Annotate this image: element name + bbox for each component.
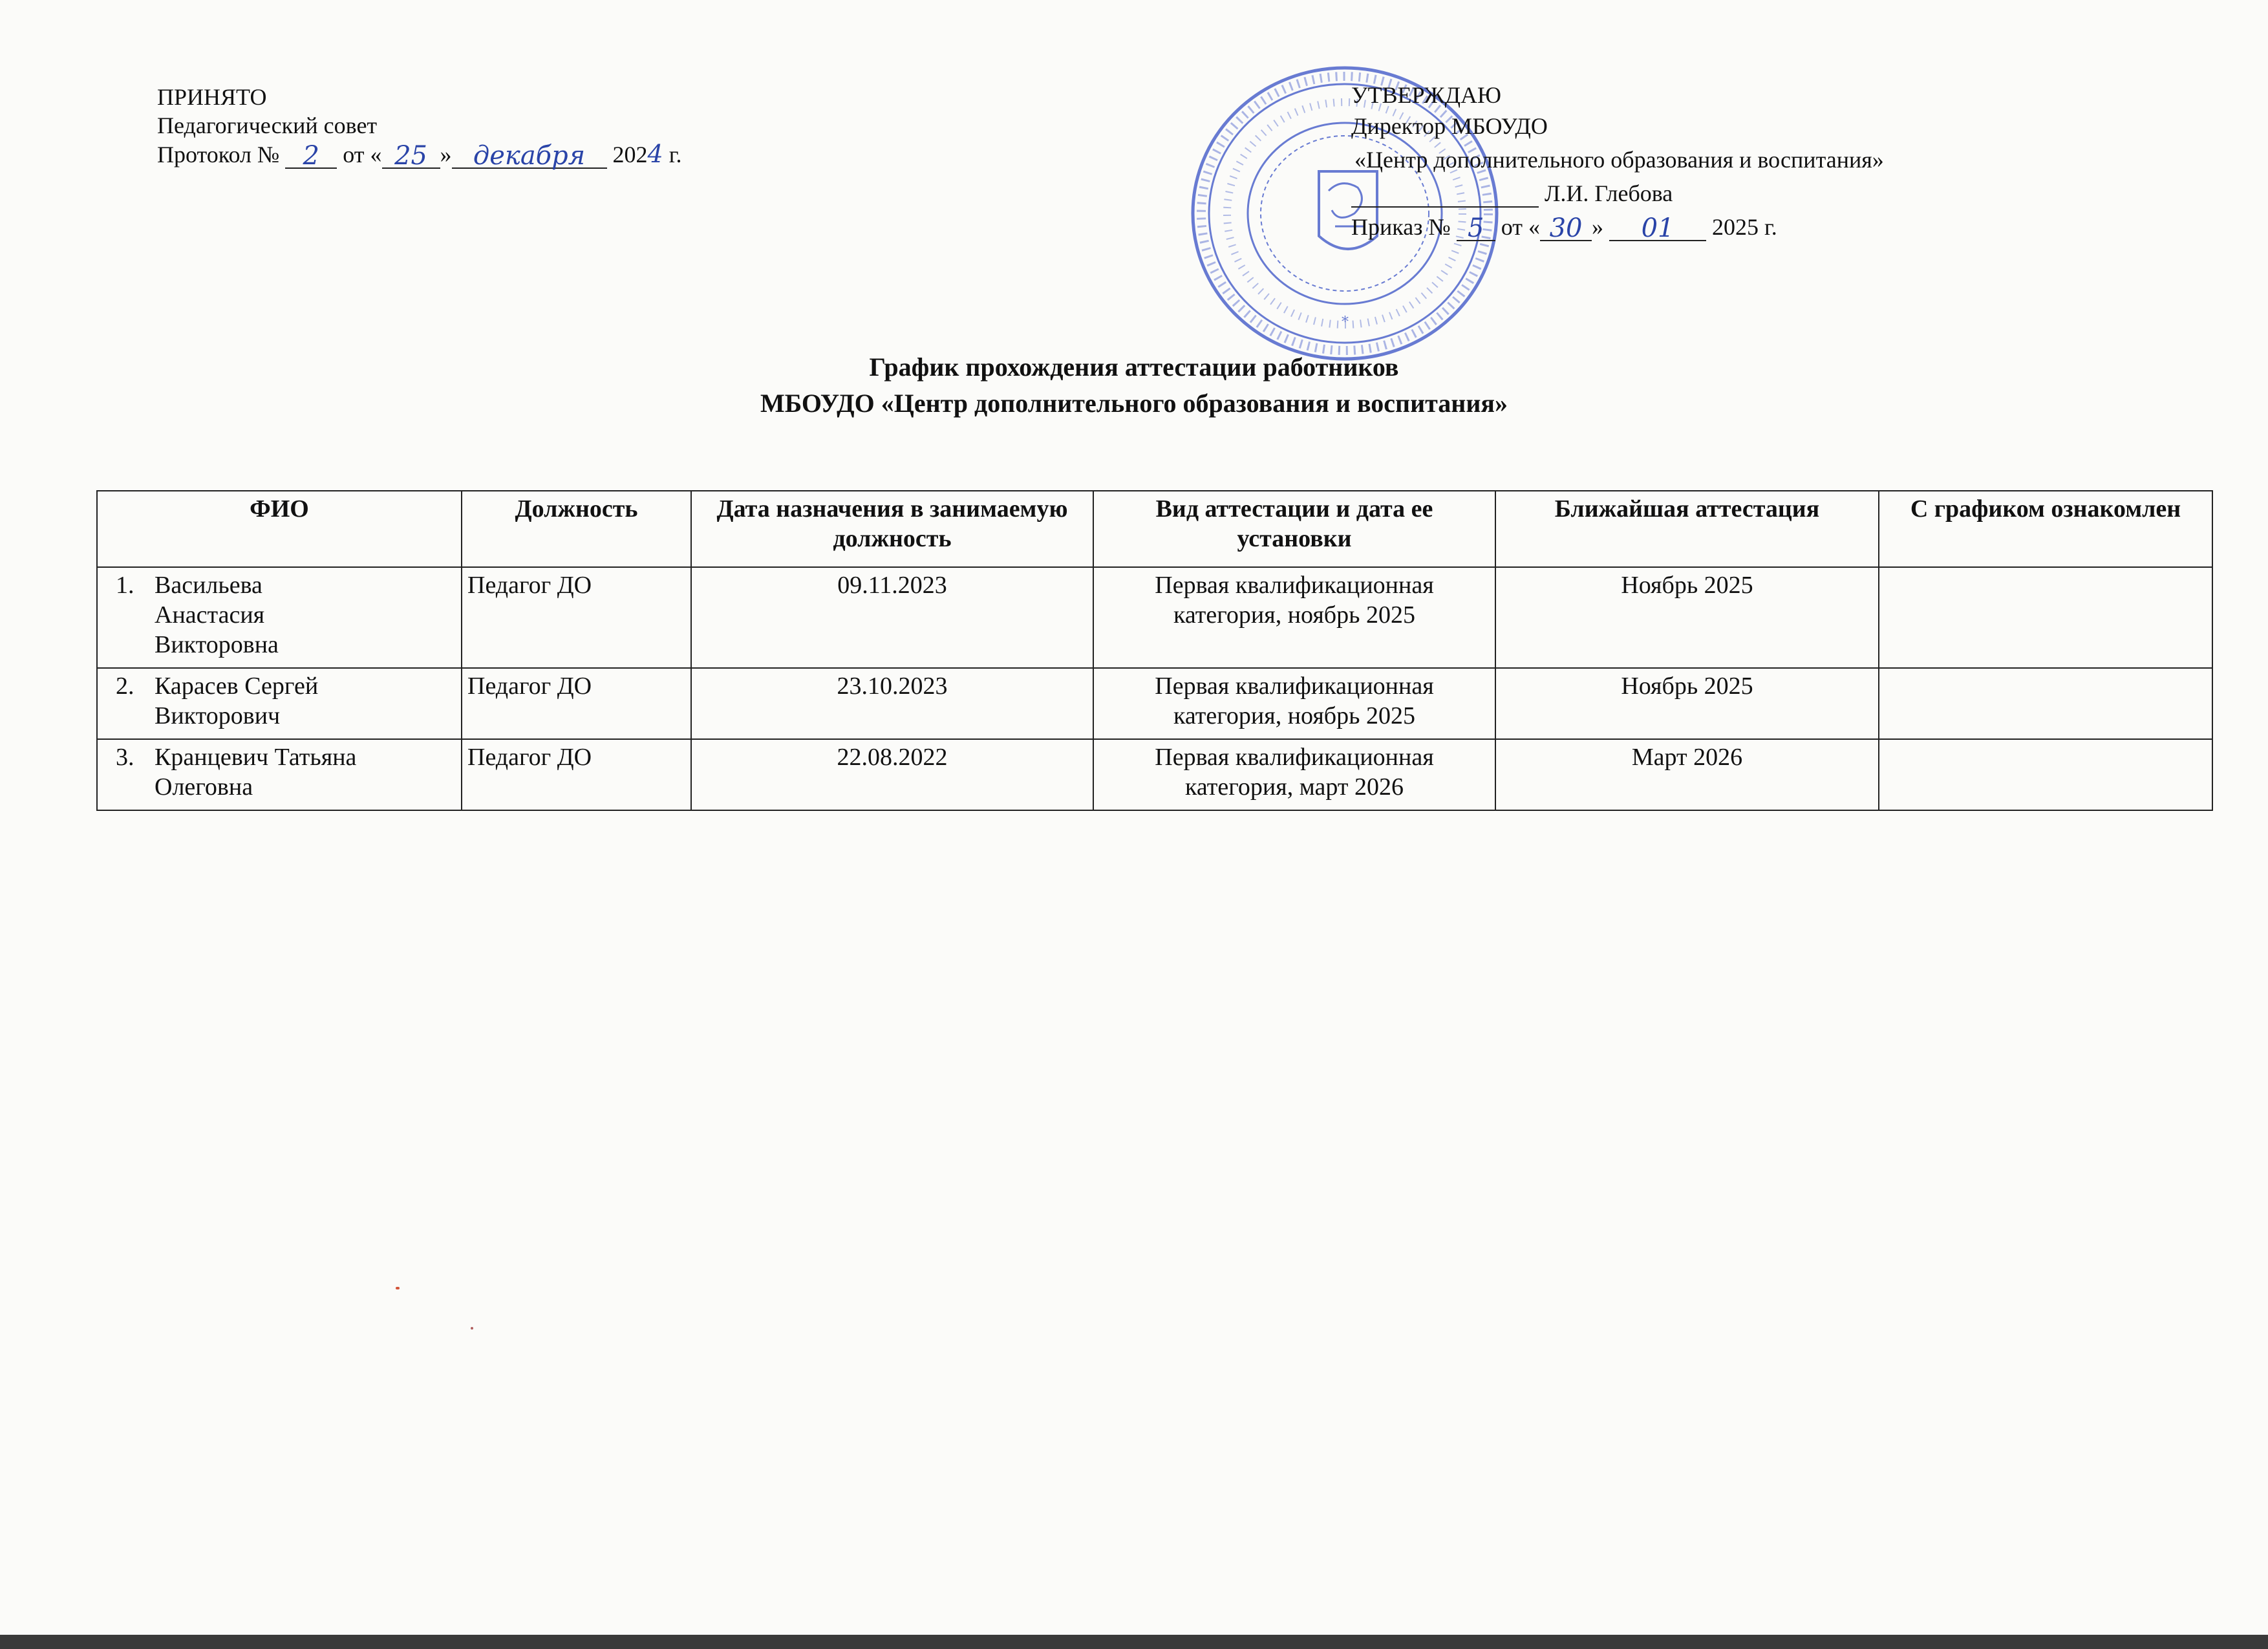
header-appointed: Дата назначения в занимаемую должность — [691, 491, 1093, 567]
name-line-1: Кранцевич Татьяна — [155, 744, 357, 771]
protocol-date-prefix: от « — [343, 142, 382, 167]
header-position: Должность — [462, 491, 691, 567]
approved-organization: «Центр дополнительного образования и воспитания» — [1354, 147, 1884, 173]
order-number: 5 — [1468, 213, 1484, 243]
order-month: 01 — [1641, 213, 1674, 243]
name-line-2: Олеговна — [155, 773, 253, 801]
table-row — [97, 567, 2212, 668]
order-date-prefix: от « — [1501, 214, 1541, 240]
cell-next: Ноябрь 2025 — [1495, 567, 1879, 668]
table-row — [97, 668, 2212, 739]
header-attestation: Вид аттестации и дата ее установки — [1093, 491, 1495, 567]
director-signature-field — [1351, 180, 1539, 208]
order-number-field — [1457, 214, 1495, 241]
protocol-month-field — [452, 142, 607, 169]
order-day-field — [1540, 214, 1592, 241]
cell-acknowledged — [1879, 739, 2212, 810]
protocol-month: декабря — [473, 141, 586, 171]
protocol-number-field — [285, 142, 337, 169]
name-line-1: Васильева — [155, 572, 262, 599]
order-day: 30 — [1549, 213, 1583, 243]
table-row — [97, 739, 2212, 810]
name-line-1: Карасев Сергей — [155, 673, 319, 700]
cell-next: Март 2026 — [1495, 739, 1879, 810]
cell-next: Ноябрь 2025 — [1495, 668, 1879, 739]
order-line — [1351, 213, 1777, 241]
director-line — [1351, 179, 1673, 208]
protocol-prefix: Протокол № — [157, 142, 280, 167]
cell-acknowledged — [1879, 668, 2212, 739]
table-header-row — [97, 491, 2212, 567]
scan-bottom-edge — [0, 1635, 2268, 1649]
protocol-day-field — [382, 142, 440, 169]
name-line-2: Викторович — [155, 702, 281, 729]
cell-name — [97, 739, 462, 810]
row-number: 2. — [116, 673, 134, 700]
protocol-date-mid: » — [440, 142, 452, 167]
accepted-heading: ПРИНЯТО — [157, 84, 267, 110]
cell-name — [97, 567, 462, 668]
scan-speck — [396, 1287, 400, 1289]
title-line-2: МБОУДО «Центр дополнительного образования и воспитания» — [760, 389, 1508, 418]
cell-attestation: Первая квалификационная категория, ноябрь 2025 — [1093, 668, 1495, 739]
scan-speck — [471, 1327, 473, 1330]
order-prefix: Приказ № — [1351, 214, 1451, 240]
cell-appointed: 22.08.2022 — [691, 739, 1093, 810]
header-next: Ближайшая аттестация — [1495, 491, 1879, 567]
name-line-2: Анастасия — [155, 601, 265, 629]
protocol-line — [157, 140, 681, 169]
protocol-year-prefix: 202 — [612, 142, 648, 167]
order-date-mid: » — [1592, 214, 1604, 240]
row-number: 1. — [116, 572, 134, 599]
cell-appointed: 23.10.2023 — [691, 668, 1093, 739]
cell-acknowledged — [1879, 567, 2212, 668]
approved-position: Директор МБОУДО — [1351, 113, 1548, 139]
cell-position: Педагог ДО — [462, 739, 691, 810]
cell-position: Педагог ДО — [462, 668, 691, 739]
cell-appointed: 09.11.2023 — [691, 567, 1093, 668]
cell-attestation: Первая квалификационная категория, ноябрь 2025 — [1093, 567, 1495, 668]
approved-heading: УТВЕРЖДАЮ — [1351, 82, 1502, 108]
header-acknowledged: С графиком ознакомлен — [1879, 491, 2212, 567]
order-year: 2025 г. — [1712, 214, 1777, 240]
protocol-number: 2 — [303, 141, 319, 171]
header-name: ФИО — [97, 491, 462, 567]
svg-text:*: * — [1342, 314, 1349, 330]
cell-name — [97, 668, 462, 739]
protocol-day: 25 — [394, 141, 427, 171]
row-number: 3. — [116, 744, 134, 771]
accepted-body: Педагогический совет — [157, 113, 378, 138]
cell-attestation: Первая квалификационная категория, март 2026 — [1093, 739, 1495, 810]
protocol-year-suffix: г. — [669, 142, 682, 167]
cell-position: Педагог ДО — [462, 567, 691, 668]
name-line-3: Викторовна — [155, 631, 279, 658]
protocol-year-digit: 4 — [647, 140, 663, 168]
document-title — [0, 349, 2268, 422]
attestation-schedule-table — [96, 490, 2213, 811]
director-name: Л.И. Глебова — [1545, 180, 1673, 206]
title-line-1: График прохождения аттестации работников — [869, 352, 1399, 382]
order-month-field — [1609, 214, 1706, 241]
